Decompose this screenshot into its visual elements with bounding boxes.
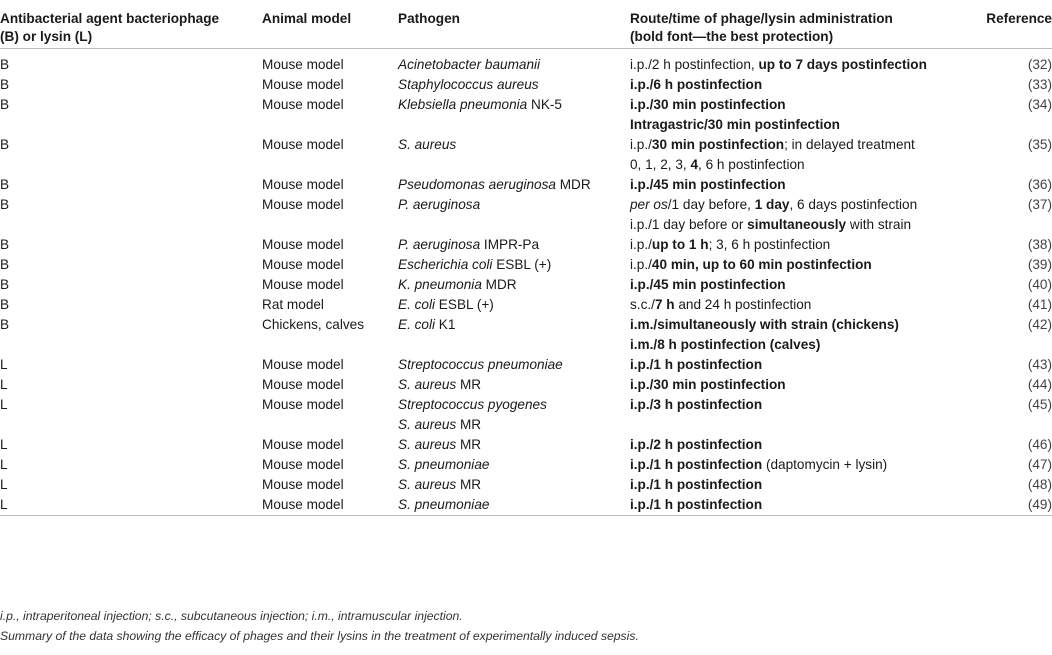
route-line: i.m./simultaneously with strain (chickens) [630,316,899,332]
cell-reference: (33) [1027,76,1052,92]
cell-agent: L [0,396,8,412]
cell-animal-model: Mouse model [262,236,344,252]
pathogen-line: Streptococcus pyogenes [398,396,547,412]
header-route [630,0,980,48]
cell-route [630,455,980,475]
route-line: i.p./2 h postinfection, up to 7 days postinfection [630,56,927,72]
cell-reference: (38) [1027,236,1052,252]
cell-route [630,75,980,95]
cell-pathogen [398,315,630,355]
table-row [0,495,1052,516]
pathogen-line: K. pneumonia MDR [398,276,517,292]
cell-animal-model: Mouse model [262,96,344,112]
header-agent-line-1: Antibacterial agent bacteriophage [0,11,220,26]
cell-reference: (36) [1027,176,1052,192]
cell-pathogen [398,395,630,435]
cell-animal-model: Mouse model [262,196,344,212]
pathogen-line: S. aureus MR [398,416,482,432]
route-line: i.p./1 h postinfection [630,356,763,372]
cell-animal-model: Mouse model [262,436,344,452]
route-line: i.p./40 min, up to 60 min postinfection [630,256,872,272]
table-row [0,135,1052,175]
cell-animal-model: Mouse model [262,256,344,272]
cell-animal-model: Mouse model [262,56,344,72]
cell-reference: (48) [1027,476,1052,492]
pathogen-line: S. aureus MR [398,436,482,452]
cell-pathogen [398,475,630,495]
table-row [0,375,1052,395]
cell-agent: B [0,196,10,212]
cell-animal-model: Mouse model [262,376,344,392]
table-row [0,95,1052,135]
pathogen-line: Escherichia coli ESBL (+) [398,256,552,272]
table-row [0,75,1052,95]
header-agent-line-2: (B) or lysin (L) [0,29,93,44]
route-line: i.p./30 min postinfection [630,96,786,112]
route-line: i.p./45 min postinfection [630,276,786,292]
table-row [0,195,1052,235]
header-route-line-1: Route/time of phage/lysin administration [630,11,893,26]
cell-route [630,375,980,395]
route-line: i.p./6 h postinfection [630,76,763,92]
table-row [0,355,1052,375]
pathogen-line: S. pneumoniae [398,456,490,472]
cell-pathogen [398,355,630,375]
table-row [0,235,1052,255]
table-row [0,255,1052,275]
header-animal-model: Animal model [262,11,352,26]
pathogen-line: P. aeruginosa [398,196,481,212]
cell-pathogen [398,175,630,195]
route-line: i.p./1 day before or simultaneously with strain [630,216,912,232]
route-line: i.p./2 h postinfection [630,436,763,452]
pathogen-line: S. aureus MR [398,376,482,392]
cell-agent: L [0,376,8,392]
pathogen-line: Klebsiella pneumonia NK-5 [398,96,562,112]
route-line: i.p./30 min postinfection [630,376,786,392]
cell-animal-model: Rat model [262,296,324,312]
header-reference: Reference [986,11,1052,26]
cell-agent: B [0,56,10,72]
cell-route [630,255,980,275]
cell-route [630,435,980,455]
cell-animal-model: Mouse model [262,76,344,92]
cell-agent: L [0,356,8,372]
cell-reference: (42) [1027,316,1052,332]
cell-agent: B [0,256,10,272]
cell-route [630,355,980,375]
footnote-abbreviations: i.p., intraperitoneal injection; s.c., subcutaneous injection; i.m., intramuscular injection. [0,609,463,623]
cell-route [630,95,980,135]
cell-agent: L [0,476,8,492]
cell-reference: (43) [1027,356,1052,372]
cell-reference: (44) [1027,376,1052,392]
cell-agent: B [0,316,10,332]
cell-pathogen [398,435,630,455]
cell-pathogen [398,375,630,395]
route-line: i.p./45 min postinfection [630,176,786,192]
pathogen-line: S. aureus MR [398,476,482,492]
table-row [0,315,1052,355]
cell-reference: (47) [1027,456,1052,472]
cell-agent: L [0,496,8,512]
route-line: i.p./1 h postinfection (daptomycin + lysin) [630,456,888,472]
cell-agent: B [0,276,10,292]
pathogen-line: Staphylococcus aureus [398,76,539,92]
cell-route [630,495,980,516]
cell-pathogen [398,195,630,235]
cell-route [630,295,980,315]
cell-agent: L [0,436,8,452]
cell-route [630,395,980,435]
route-line: 0, 1, 2, 3, 4, 6 h postinfection [630,156,805,172]
cell-reference: (34) [1027,96,1052,112]
pathogen-line: Acinetobacter baumanii [398,56,541,72]
table-row [0,475,1052,495]
table-row [0,295,1052,315]
table-footnotes [0,606,639,646]
cell-reference: (46) [1027,436,1052,452]
header-pathogen: Pathogen [398,11,460,26]
table-body [0,48,1052,515]
cell-agent: B [0,176,10,192]
route-line: i.p./1 h postinfection [630,496,763,512]
cell-reference: (40) [1027,276,1052,292]
pathogen-line: E. coli ESBL (+) [398,296,494,312]
cell-reference: (45) [1027,396,1052,412]
cell-reference: (39) [1027,256,1052,272]
cell-animal-model: Mouse model [262,136,344,152]
cell-route [630,175,980,195]
cell-route [630,315,980,355]
cell-agent: B [0,136,10,152]
header-route-line-2: (bold font—the best protection) [630,29,834,44]
pathogen-line: Streptococcus pneumoniae [398,356,563,372]
pathogen-line: S. aureus [398,136,457,152]
cell-pathogen [398,295,630,315]
table-row [0,435,1052,455]
route-line: i.p./1 h postinfection [630,476,763,492]
cell-route [630,235,980,255]
route-line: per os/1 day before, 1 day, 6 days postinfection [630,196,918,212]
pathogen-line: P. aeruginosa IMPR-Pa [398,236,540,252]
cell-route [630,275,980,295]
cell-agent: B [0,236,10,252]
cell-route [630,135,980,175]
table-header-row [0,0,1052,48]
cell-agent: B [0,76,10,92]
cell-route [630,195,980,235]
pathogen-line: Pseudomonas aeruginosa MDR [398,176,591,192]
cell-reference: (41) [1027,296,1052,312]
cell-route [630,475,980,495]
footnote-summary: Summary of the data showing the efficacy of phages and their lysins in the treatment of experimentally induced sepsis. [0,629,639,643]
route-line: i.m./8 h postinfection (calves) [630,336,821,352]
cell-pathogen [398,48,630,75]
pathogen-line: S. pneumoniae [398,496,490,512]
cell-agent: L [0,456,8,472]
cell-pathogen [398,275,630,295]
table-row [0,275,1052,295]
cell-animal-model: Mouse model [262,396,344,412]
cell-pathogen [398,75,630,95]
cell-animal-model: Mouse model [262,496,344,512]
cell-animal-model: Mouse model [262,176,344,192]
cell-reference: (49) [1027,496,1052,512]
route-line: s.c./7 h and 24 h postinfection [630,296,812,312]
route-line: i.p./3 h postinfection [630,396,763,412]
cell-agent: B [0,96,10,112]
cell-pathogen [398,95,630,135]
cell-animal-model: Mouse model [262,456,344,472]
cell-pathogen [398,235,630,255]
cell-reference: (32) [1027,56,1052,72]
cell-pathogen [398,495,630,516]
cell-animal-model: Mouse model [262,276,344,292]
header-agent [0,0,262,48]
table-row [0,455,1052,475]
table-row [0,48,1052,75]
cell-reference: (37) [1027,196,1052,212]
route-line: i.p./up to 1 h; 3, 6 h postinfection [630,236,831,252]
route-line: i.p./30 min postinfection; in delayed treatment [630,136,915,152]
cell-agent: B [0,296,10,312]
cell-animal-model: Mouse model [262,356,344,372]
cell-pathogen [398,255,630,275]
cell-pathogen [398,455,630,475]
route-line: Intragastric/30 min postinfection [630,116,840,132]
pathogen-line: E. coli K1 [398,316,456,332]
cell-route [630,48,980,75]
cell-pathogen [398,135,630,175]
table-row [0,175,1052,195]
cell-animal-model: Mouse model [262,476,344,492]
cell-animal-model: Chickens, calves [262,316,364,332]
table-row [0,395,1052,435]
cell-reference: (35) [1027,136,1052,152]
